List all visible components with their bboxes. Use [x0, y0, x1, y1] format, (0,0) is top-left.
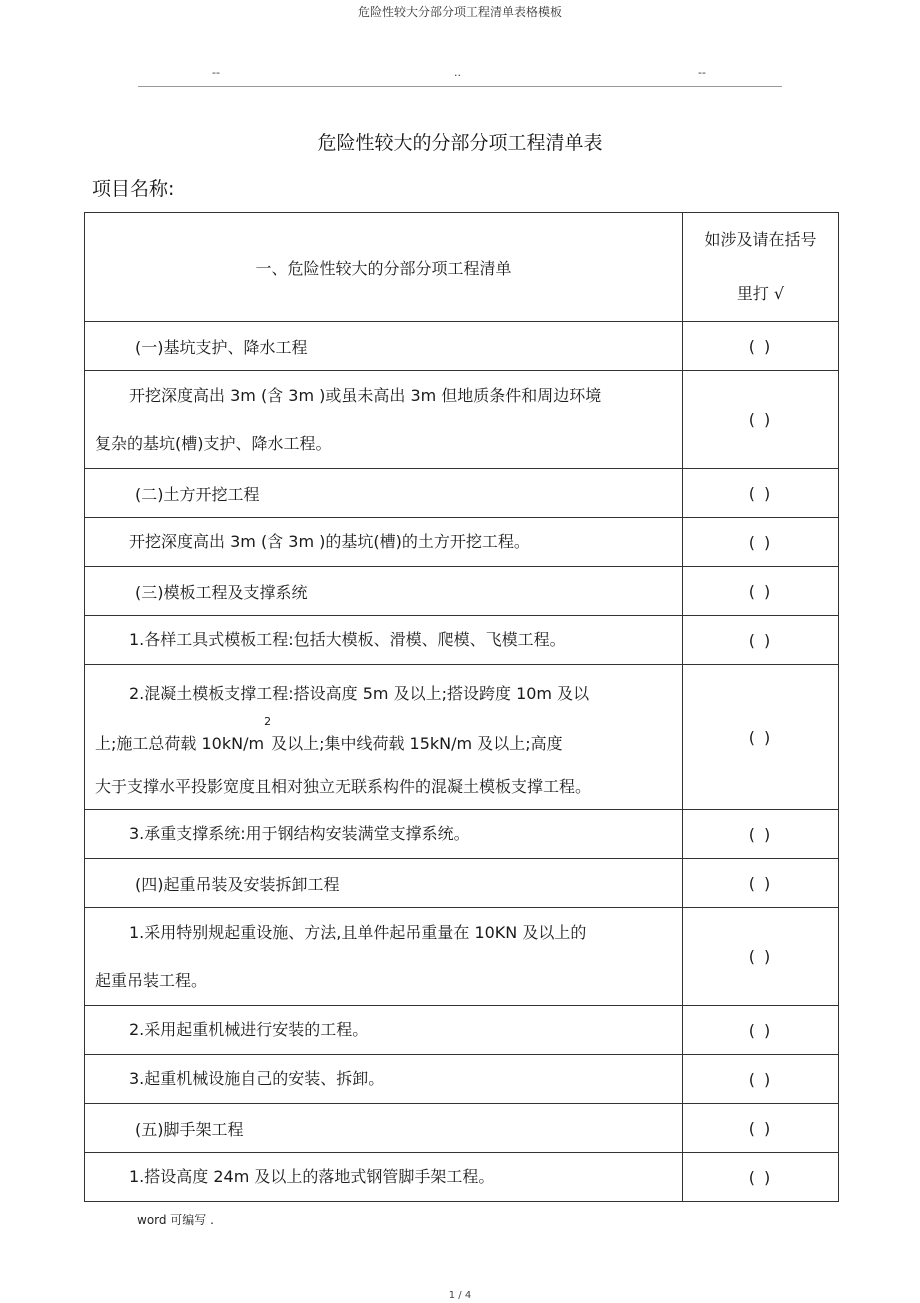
table-header-main: 一、危险性较大的分部分项工程清单	[85, 213, 683, 322]
table-row	[85, 1104, 839, 1153]
header-left-mark: --	[212, 66, 220, 79]
table-row	[85, 1055, 839, 1104]
item-text: 及以上;集中线荷载 15kN/m 及以上;高度	[271, 734, 563, 753]
category-cell: (一)基坑支护、降水工程	[85, 322, 683, 371]
item-cell: 开挖深度高出 3m (含 3m )的基坑(槽)的土方开挖工程。	[85, 518, 683, 567]
document-title: 危险性较大分部分项工程清单表格模板	[357, 5, 562, 19]
header-middle-mark: ..	[454, 66, 461, 79]
table-row	[85, 1153, 839, 1202]
category-cell: (三)模板工程及支撑系统	[85, 567, 683, 616]
table-header-row	[85, 213, 839, 322]
item-cell: 3.起重机械设施自己的安装、拆卸。	[85, 1055, 683, 1104]
item-line: 大于支撑水平投影宽度且相对独立无联系构件的混凝土模板支撑工程。	[95, 777, 592, 796]
project-name-label: 项目名称:	[92, 178, 175, 200]
check-cell[interactable]: ( )	[683, 859, 839, 908]
check-cell[interactable]: ( )	[683, 616, 839, 665]
item-line: 1.采用特别规起重设施、方法,且单件起吊重量在 10KN 及以上的	[129, 922, 587, 942]
table-row	[85, 518, 839, 567]
item-cell	[85, 908, 683, 1006]
category-cell: (五)脚手架工程	[85, 1104, 683, 1153]
category-cell: (二)土方开挖工程	[85, 469, 683, 518]
table-row	[85, 859, 839, 908]
check-cell[interactable]: ( )	[683, 518, 839, 567]
item-line: 复杂的基坑(槽)支护、降水工程。	[95, 433, 332, 453]
check-cell[interactable]: ( )	[683, 469, 839, 518]
table-row	[85, 908, 839, 1006]
table-row	[85, 567, 839, 616]
table-row	[85, 810, 839, 859]
item-text: 上;施工总荷载 10kN/m	[95, 734, 265, 753]
superscript: 2	[264, 715, 272, 728]
table-row	[85, 665, 839, 810]
check-cell[interactable]: ( )	[683, 322, 839, 371]
table-row	[85, 469, 839, 518]
check-cell[interactable]: ( )	[683, 1006, 839, 1055]
table-header-check-instructions	[683, 213, 839, 322]
check-instruction-line-2: 里打 √	[736, 284, 785, 303]
item-cell	[85, 371, 683, 469]
check-cell[interactable]: ( )	[683, 665, 839, 810]
table-row	[85, 322, 839, 371]
table-row	[85, 371, 839, 469]
check-cell[interactable]: ( )	[683, 1055, 839, 1104]
item-cell: 1.搭设高度 24m 及以上的落地式钢管脚手架工程。	[85, 1153, 683, 1202]
page-header	[138, 66, 782, 87]
table-row	[85, 1006, 839, 1055]
check-cell[interactable]: ( )	[683, 567, 839, 616]
header-right-mark: --	[698, 66, 706, 79]
item-cell	[85, 665, 683, 810]
page-number: 1 / 4	[448, 1290, 472, 1301]
check-cell[interactable]: ( )	[683, 1104, 839, 1153]
item-cell: 3.承重支撑系统:用于钢结构安装满堂支撑系统。	[85, 810, 683, 859]
check-instruction-line-1: 如涉及请在括号	[704, 230, 817, 249]
check-cell[interactable]: ( )	[683, 908, 839, 1006]
item-line: 开挖深度高出 3m (含 3m )或虽未高出 3m 但地质条件和周边环境	[129, 385, 602, 405]
item-line: 2.混凝土模板支撑工程:搭设高度 5m 及以上;搭设跨度 10m 及以	[129, 684, 590, 703]
item-cell: 1.各样工具式模板工程:包括大模板、滑模、爬模、飞模工程。	[85, 616, 683, 665]
item-cell: 2.采用起重机械进行安装的工程。	[85, 1006, 683, 1055]
item-line	[95, 715, 670, 769]
item-line: 起重吊装工程。	[95, 970, 208, 990]
table-title: 危险性较大的分部分项工程清单表	[317, 132, 603, 154]
category-cell: (四)起重吊装及安装拆卸工程	[85, 859, 683, 908]
check-cell[interactable]: ( )	[683, 371, 839, 469]
hazard-project-table	[84, 212, 839, 1202]
footer-note: word 可编写 .	[137, 1213, 214, 1227]
check-cell[interactable]: ( )	[683, 810, 839, 859]
table-row	[85, 616, 839, 665]
check-cell[interactable]: ( )	[683, 1153, 839, 1202]
